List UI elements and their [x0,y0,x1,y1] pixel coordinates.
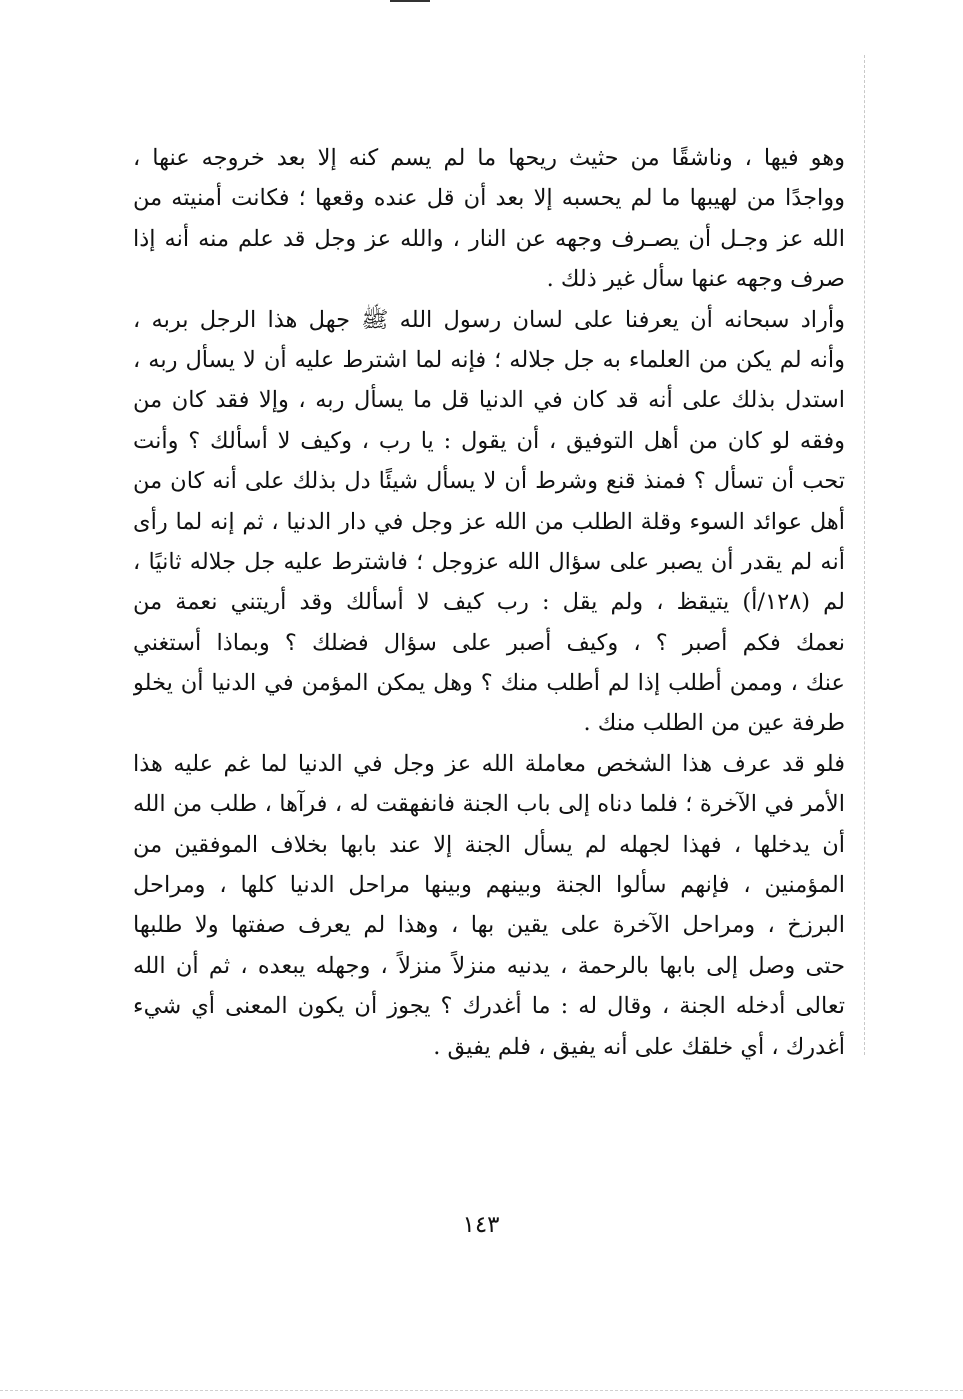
text-line: فلو قد عرف هذا الشخص معاملة الله عز وجل في الدنيا لما غم عليه هذا [133,750,845,777]
text-line: عنك ، وممن أطلب إذا لم أطلب منك ؟ وهل يمكن المؤمن في الدنيا أن يخلو [133,670,845,697]
text-line: وأراد سبحانه أن يعرفنا على لسان رسول الله ﷺ جهل هذا الرجل بربه ، [133,306,845,333]
text-line: صرف وجهه عنها سأل غير ذلك . [546,266,845,293]
scan-edge-bottom [0,1390,963,1391]
text-line: حتى وصل إلى بابها بالرحمة ، يدنيه منزلاً منزلاً ، وجهله يبعده ، ثم أن الله [133,952,845,979]
text-line: لم (١٢٨/أ) يتيقظ ، ولم يقل : رب كيف لا أسألك وقد أريتني نعمة من [133,589,845,616]
text-line: تعالى أدخله الجنة ، وقال له : ما أغدرك ؟ يجوز أن يكون المعنى أي شيء [133,993,845,1020]
page-number: ١٤٣ [462,1212,500,1238]
text-line: البرزخ ، ومراحل الآخرة على يقين بها ، وهذا لم يعرف صفتها ولا طلبها [133,912,845,939]
text-line: وأنه لم يكن من العلماء به جل جلاله ؛ فإنه لما اشترط عليه أن لا يسأل ربه ، [133,346,845,373]
text-line: أهل عوائد السوء وقلة الطلب من الله عز وجل في دار الدنيا ، ثم إنه لما رأى [133,508,845,535]
text-line: الأمر في الآخرة ؛ فلما دناه إلى باب الجنة فانفهقت له ، فرآها ، طلب من الله [133,791,845,818]
text-line: استدل بذلك على أنه قد كان في الدنيا قل ما يسأل ربه ، وإلا فقد كان من [133,387,845,414]
text-line: تحب أن تسأل ؟ فمنذ قنع وشرط أن لا يسأل شيئًا دل بذلك على أنه كان من [133,468,845,495]
text-line: طرفة عين من الطلب منك . [583,710,845,737]
text-line: وواجدًا من لهيبها ما لم يحسبه إلا بعد أن قل عنده وقعها ؛ فكانت أمنيته من [133,185,845,212]
text-line: وفقه لو كان من أهل التوفيق ، أن يقول : يا رب ، وكيف لا أسألك ؟ وأنت [133,427,845,454]
text-line: أغدرك ، أي خلقك على أنه يفيق ، فلم يفيق . [433,1033,845,1060]
text-line: الله عز وجـل أن يصـرف وجهه عن النار ، والله عز وجل قد علم منه أنه إذا [133,225,845,252]
text-line: وهو فيها ، وناشقًا من حثيث ريحها ما لم يسم كنه إلا بعد خروجه عنها ، [133,145,845,171]
scan-edge-right [864,55,865,1055]
text-line: نعمك فكم أصبر ؟ ، وكيف أصبر على سؤال فضلك ؟ وبماذا أستغني [133,629,845,656]
body-text [133,138,845,1067]
top-edge-mark [390,0,430,2]
text-line: المؤمنين ، فإنهم سألوا الجنة وبينهم وبينها مراحل الدنيا كلها ، ومراحل [133,872,845,899]
text-line: أن يدخلها ، فهذا لجهله لم يسأل الجنة إلا عند بابها بخلاف الموفقين من [133,831,845,858]
text-line: أنه لم يقدر أن يصبر على سؤال الله عزوجل ؛ فاشترط عليه جل جلاله ثانيًا ، [133,548,845,575]
